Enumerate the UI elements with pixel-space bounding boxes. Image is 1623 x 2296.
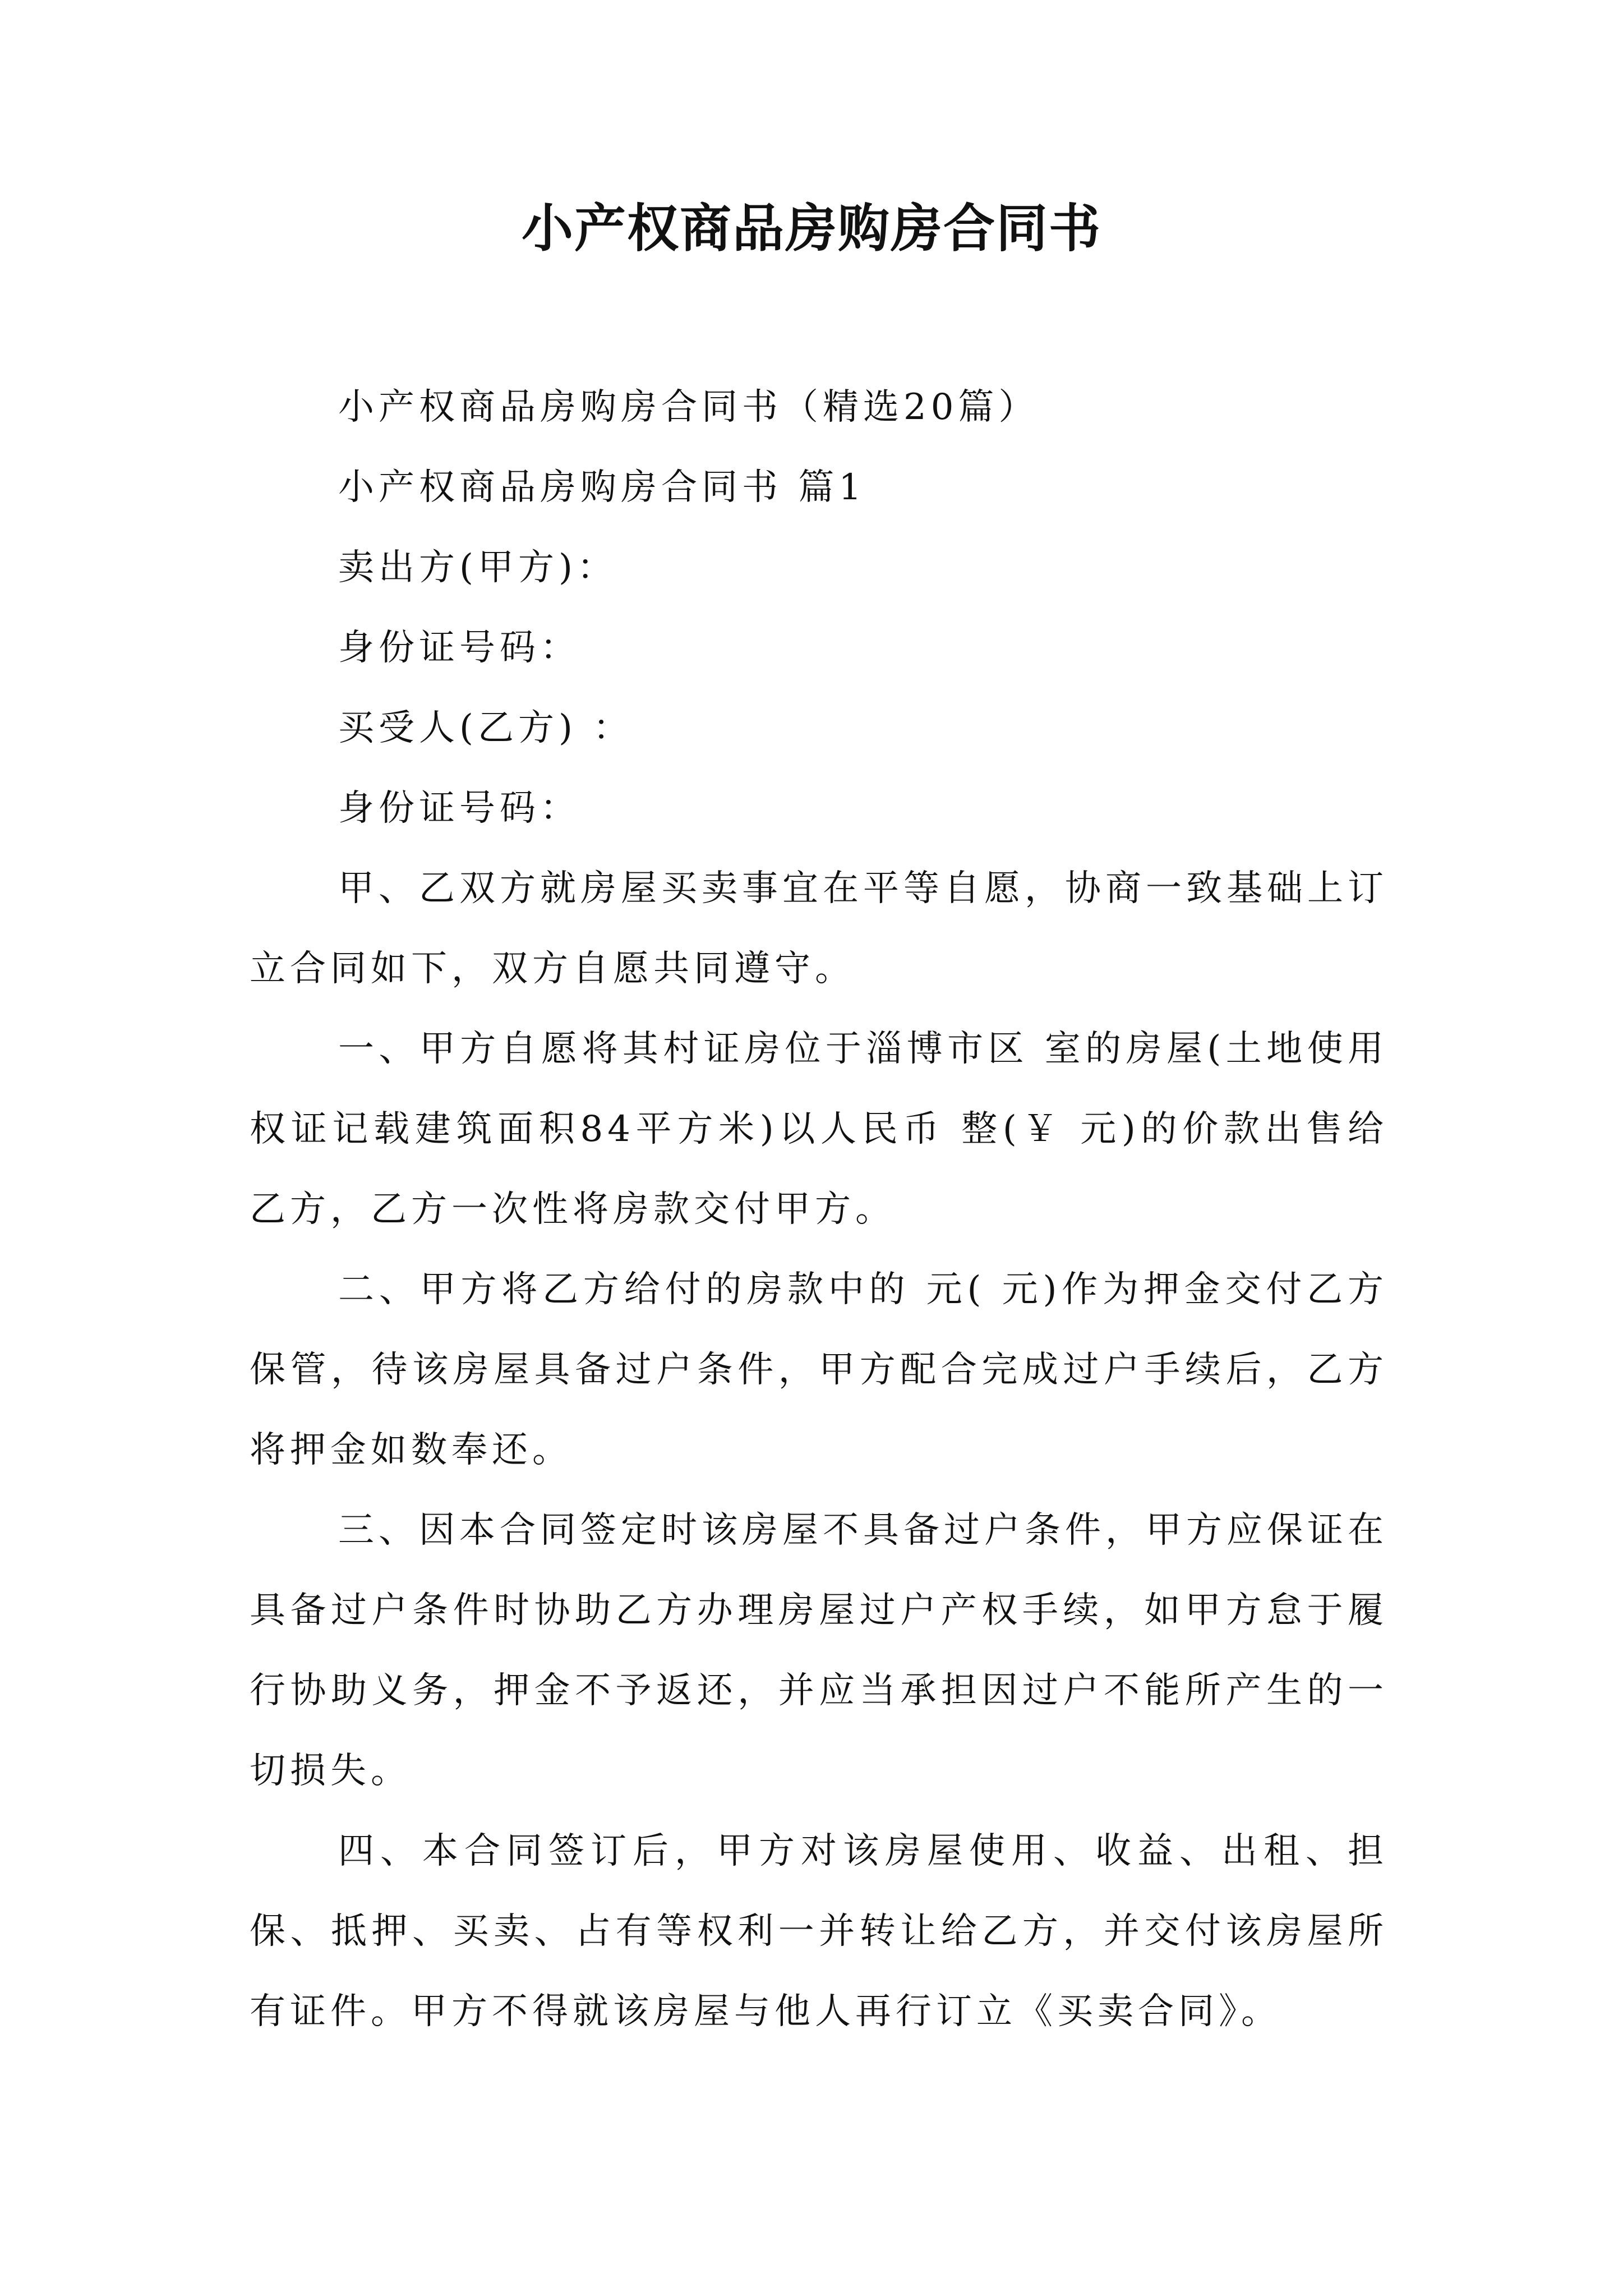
- article-heading: 小产权商品房购房合同书 篇1: [338, 467, 866, 508]
- clause-1: 一、甲方自愿将其村证房位于淄博市区 室的房屋(土地使用权证记载建筑面积84平方米)以人民币 整(￥ 元)的价款出售给乙方，乙方一次性将房款交付甲方。: [250, 1028, 1388, 1230]
- document-title: 小产权商品房购房合同书: [521, 199, 1101, 259]
- collection-heading: 小产权商品房购房合同书（精选20篇）: [338, 386, 1039, 428]
- seller-line: 卖出方(甲方)：: [338, 547, 617, 588]
- clause-4: 四、本合同签订后，甲方对该房屋使用、收益、出租、担保、抵押、买卖、占有等权利一并转让给乙方，并交付该房屋所有证件。甲方不得就该房屋与他人再行订立《买卖合同》。: [250, 1830, 1388, 2032]
- clause-3: 三、因本合同签定时该房屋不具备过户条件，甲方应保证在具备过户条件时协助乙方办理房屋过户产权手续，如甲方怠于履行协助义务，押金不予返还，并应当承担因过户不能所产生的一切损失。: [250, 1510, 1388, 1792]
- buyer-line: 买受人(乙方) ：: [338, 707, 634, 749]
- preamble-paragraph: 甲、乙双方就房屋买卖事宜在平等自愿，协商一致基础上订立合同如下，双方自愿共同遵守。: [250, 868, 1388, 990]
- document-body: [250, 367, 1388, 2052]
- clause-2: 二、甲方将乙方给付的房款中的 元( 元)作为押金交付乙方保管，待该房屋具备过户条件，甲方配合完成过户手续后，乙方将押金如数奉还。: [250, 1269, 1388, 1471]
- seller-id-line: 身份证号码：: [338, 627, 580, 669]
- buyer-id-line: 身份证号码：: [338, 788, 580, 829]
